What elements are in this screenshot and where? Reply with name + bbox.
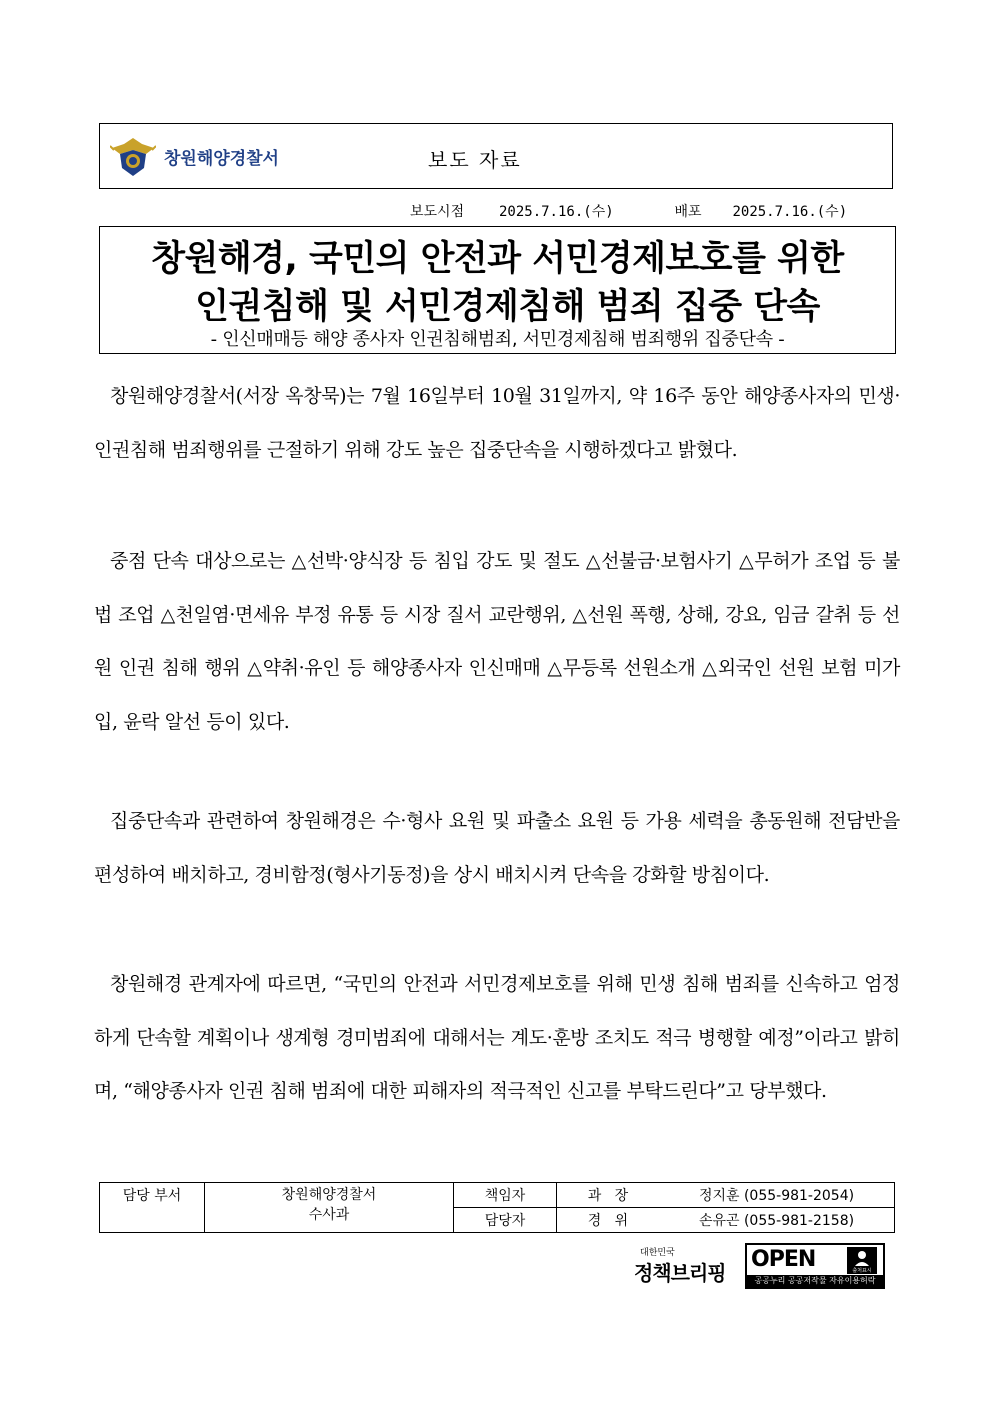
open-license-text: 공공누리 공공저작물 자유이용허락 [747,1275,883,1287]
report-time-label: 보도시점 [410,204,465,220]
dept-label: 담당 부서 [100,1183,205,1233]
rank-cell: 과 장 [557,1183,660,1208]
document-type: 보도 자료 [428,148,522,172]
table-row [100,1183,895,1208]
headline-box [99,226,896,354]
release-dates [410,201,847,221]
distribute-value: 2025.7.16.(수) [732,204,848,220]
article-paragraph-2: 중점 단속 대상으로는 △선박·양식장 등 침입 강도 및 절도 △선불금·보험사기 △무허가 조업 등 불법 조업 △천일염·면세유 부정 유통 등 시장 질서 교란행위, △선원 폭행, 상해, 강요, 임금 갈취 등 선원 인권 침해 행위 △약취·유인 등 해양종사자 인신매매 △무등록 선원소개 △외국인 선원 보험 미가입, 윤락 알선 등이 있다. [94,550,900,733]
role-cell: 책임자 [454,1183,557,1208]
headline-line-1: 창원해경, 국민의 안전과 서민경제보호를 위한 [151,239,844,279]
role-cell: 담당자 [454,1208,557,1233]
contact-table [99,1182,895,1233]
article-paragraph-4: 창원해경 관계자에 따르면, “국민의 안전과 서민경제보호를 위해 민생 침해 범죄를 신속하고 엄정하게 단속할 계획이나 생계형 경미범죄에 대해서는 계도·훈방 조치도 적극 병행할 예정”이라고 밝히며, “해양종사자 인권 침해 범죄에 대한 피해자의 적극적인 신고를 부탁드린다”고 당부했다. [94,973,900,1102]
person-cell: 정지훈 (055-981-2054) [659,1183,895,1208]
person-icon: 출처표시 [847,1247,877,1274]
dept-name: 창원해양경찰서 수사과 [205,1183,454,1233]
distribute-label: 배포 [674,204,702,220]
open-label: OPEN [751,1247,816,1272]
coast-guard-emblem-icon [110,134,156,178]
press-header [99,123,893,189]
open-license-badge [745,1243,885,1289]
org-name: 창원해양경찰서 [164,149,279,169]
article-paragraph-3: 집중단속과 관련하여 창원해경은 수·형사 요원 및 파출소 요원 등 가용 세력을 총동원해 전담반을 편성하여 배치하고, 경비함정(형사기동정)을 상시 배치시켜 단속을 강화할 방침이다. [94,810,900,886]
article-paragraph-1: 창원해양경찰서(서장 옥창묵)는 7월 16일부터 10월 31일까지, 약 16주 동안 해양종사자의 민생·인권침해 범죄행위를 근절하기 위해 강도 높은 집중단속을 시행하겠다고 밝혔다. [94,385,900,461]
report-time-value: 2025.7.16.(수) [498,204,614,220]
person-cell: 손유곤 (055-981-2158) [659,1208,895,1233]
rank-cell: 경 위 [557,1208,660,1233]
subtitle: - 인신매매등 해양 종사자 인권침해범죄, 서민경제침해 범죄행위 집중단속 - [210,329,785,350]
headline-line-2: 인권침해 및 서민경제침해 범죄 집중 단속 [195,287,820,327]
policy-briefing-logo: 대한민국 정책브리핑 [634,1248,726,1285]
